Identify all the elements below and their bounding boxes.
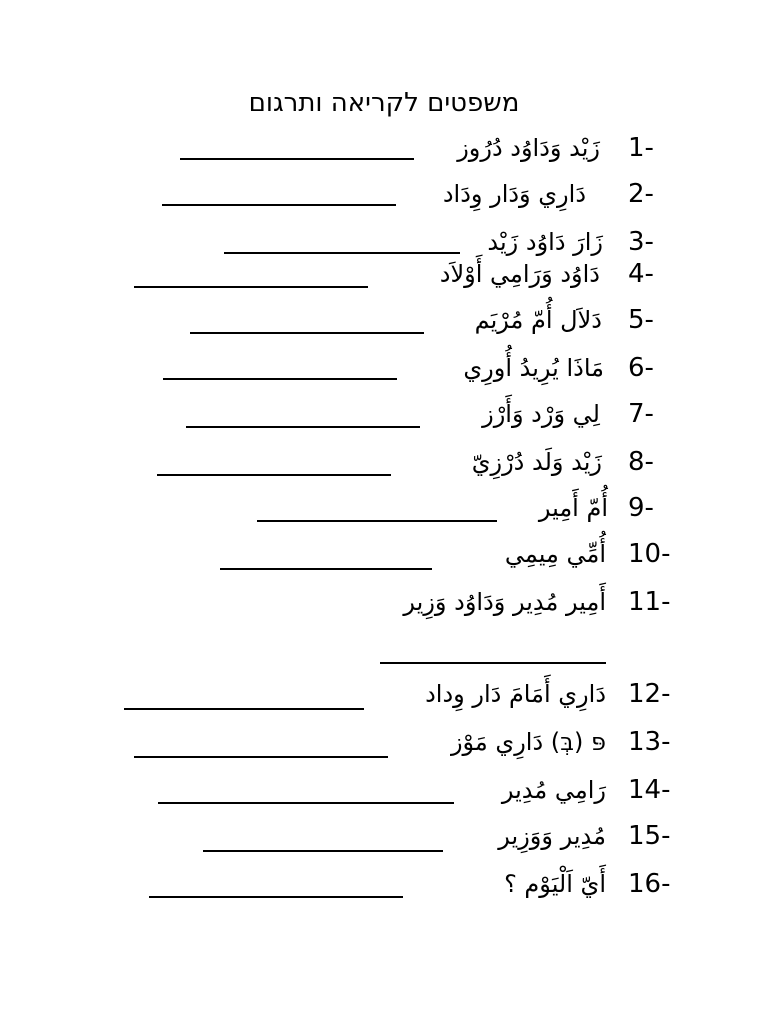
answer-line[interactable] [380, 662, 606, 664]
item-number: 13- [628, 727, 671, 757]
item-number: 2- [628, 179, 654, 209]
exercise-item-10 [0, 536, 768, 572]
exercise-item-5 [0, 302, 768, 338]
sentence-text: مَاذَا يُرِيدُ أُورِي [463, 354, 604, 382]
sentence-text: لِي وَرْد وَأَرْز [482, 400, 600, 428]
answer-line[interactable] [124, 708, 364, 710]
item-number: 1- [628, 133, 654, 163]
sentence-text: زَارَ دَاوُد زَيْد [487, 228, 603, 256]
sentence-text: أَمِير مُدِير وَدَاوُد وَزِير [403, 588, 606, 616]
exercise-item-2 [0, 176, 768, 212]
item-number: 6- [628, 353, 654, 383]
exercise-item-16 [0, 866, 768, 902]
answer-line[interactable] [220, 568, 432, 570]
sentence-text: دَارِي أَمَامَ دَار وِداد [425, 680, 606, 708]
answer-line[interactable] [163, 378, 397, 380]
answer-line[interactable] [158, 802, 454, 804]
answer-line[interactable] [203, 850, 443, 852]
answer-line[interactable] [134, 756, 388, 758]
sentence-text: دَارِي وَدَار وِدَاد [442, 180, 586, 208]
item-number: 7- [628, 399, 654, 429]
item-number: 14- [628, 775, 671, 805]
exercise-item-7 [0, 396, 768, 432]
sentence-text: دَلاَل أُمّ مُرْيَم [474, 306, 602, 334]
answer-line[interactable] [149, 896, 403, 898]
answer-line[interactable] [190, 332, 424, 334]
exercise-item-11 [0, 584, 768, 620]
item-number: 9- [628, 493, 654, 523]
sentence-text: פּ (בְּ) دَارِي مَوْز [450, 728, 606, 756]
item-number: 8- [628, 447, 654, 477]
answer-line[interactable] [162, 204, 396, 206]
exercise-item-12 [0, 676, 768, 712]
sentence-text: أَيّ اَلْيَوْم ؟ [504, 870, 606, 898]
sentence-text: مُدِير وَوَزِير [498, 822, 606, 850]
page-title: משפטים לקריאה ותרגום [248, 88, 520, 118]
answer-line[interactable] [157, 474, 391, 476]
sentence-text: دَاوُد وَرَامِي أَوْلاَد [439, 260, 600, 288]
item-number: 15- [628, 821, 671, 851]
answer-line[interactable] [186, 426, 420, 428]
item-number: 4- [628, 259, 654, 289]
exercise-item-4 [0, 256, 768, 292]
item-number: 11- [628, 587, 671, 617]
answer-line[interactable] [257, 520, 497, 522]
exercise-item-13 [0, 724, 768, 760]
exercise-item-15 [0, 818, 768, 854]
exercise-item-14 [0, 772, 768, 808]
exercise-item-6 [0, 350, 768, 386]
item-number: 10- [628, 539, 671, 569]
sentence-text: أُمِّي مِيمِي [504, 540, 606, 568]
sentence-text: زَيْد وَدَاوُد دُرُوز [457, 134, 600, 162]
exercise-item-9 [0, 490, 768, 526]
answer-line[interactable] [134, 286, 368, 288]
exercise-item-8 [0, 444, 768, 480]
item-number: 12- [628, 679, 671, 709]
answer-line[interactable] [180, 158, 414, 160]
item-number: 16- [628, 869, 671, 899]
answer-line[interactable] [224, 252, 460, 254]
sentence-text: رَامِي مُدِير [501, 776, 606, 804]
sentence-text: أُمّ أَمِير [538, 494, 608, 522]
exercise-item-3 [0, 224, 768, 260]
item-number: 5- [628, 305, 654, 335]
exercise-item-1 [0, 130, 768, 166]
sentence-text: زَيْد وَلَد دُرْزِيّ [471, 448, 602, 476]
item-number: 3- [628, 227, 654, 257]
